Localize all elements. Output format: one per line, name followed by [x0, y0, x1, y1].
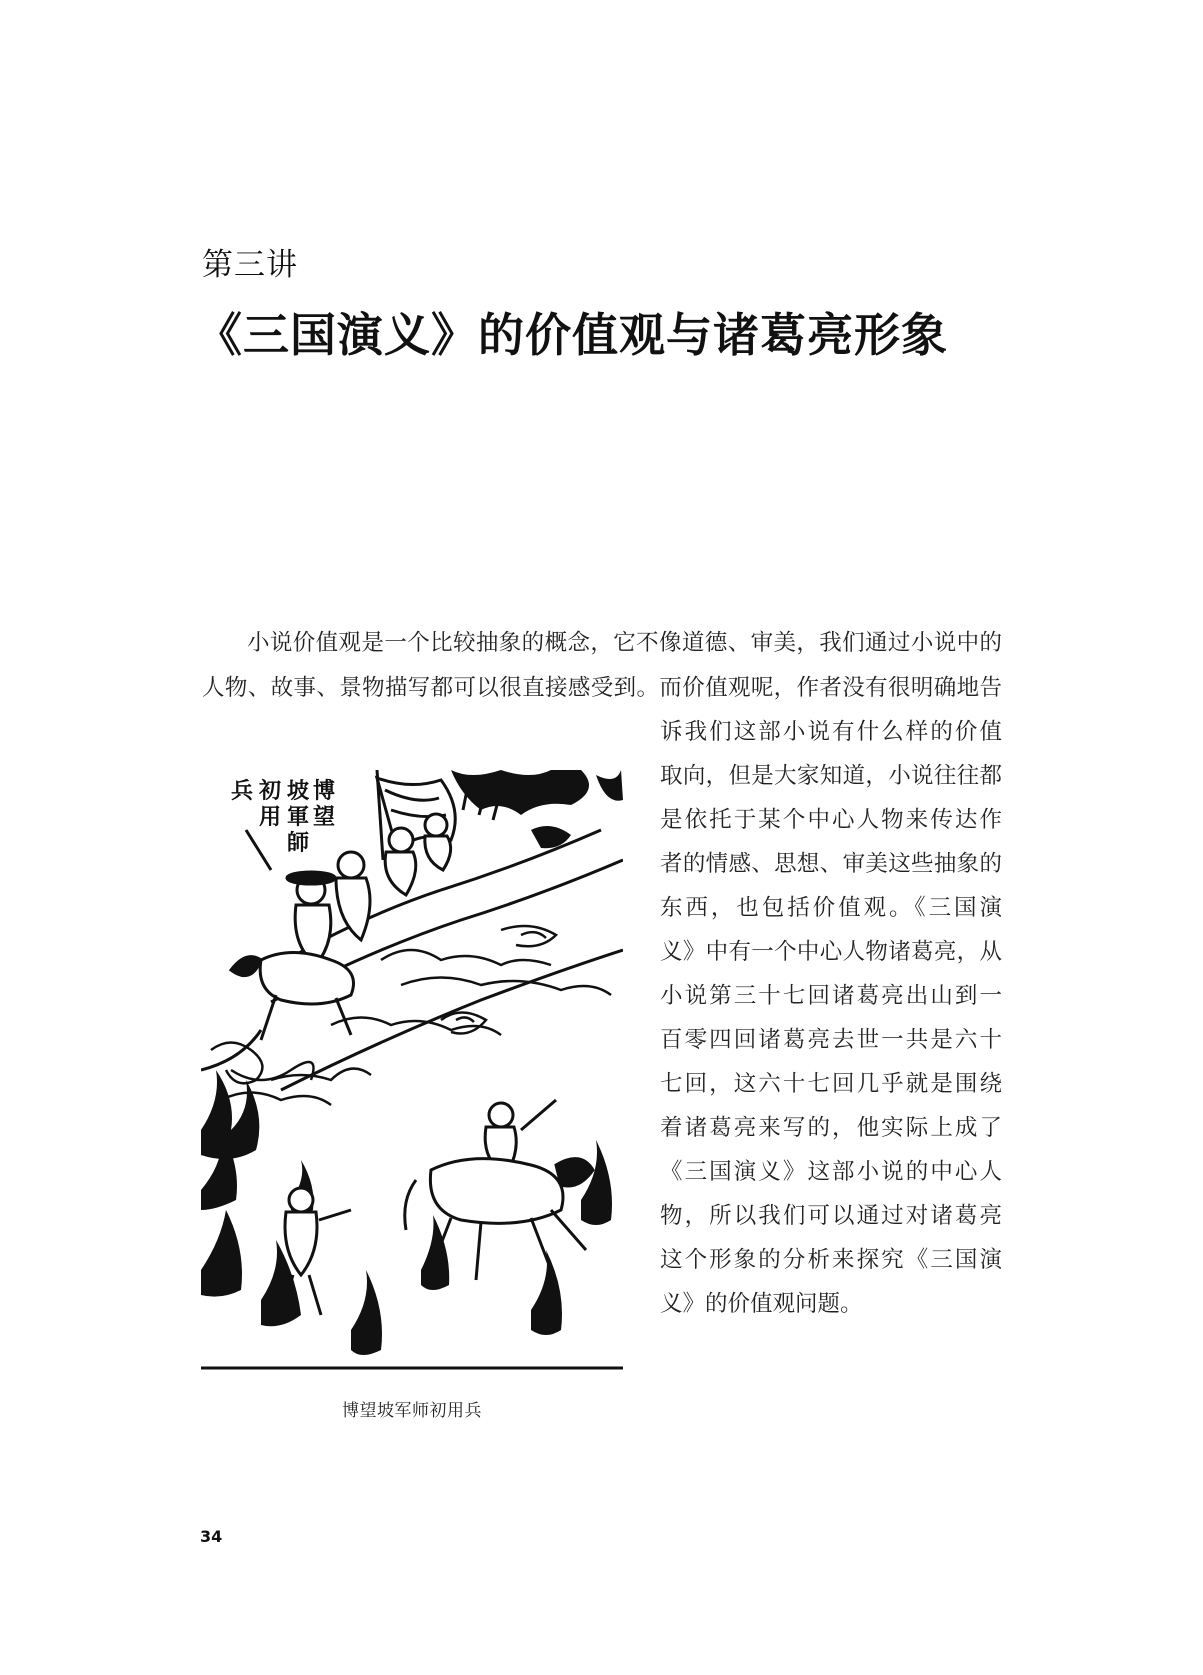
inscription-char: 兵	[231, 778, 254, 804]
paragraph-line: 小说价值观是一个比较抽象的概念，它不像道德、审美，我们通过小说中的	[247, 630, 1002, 656]
paragraph-line: 诉我们这部小说有什么样的价值	[660, 719, 1002, 745]
inscription-char: 坡	[287, 778, 310, 804]
smoke-clouds	[211, 926, 611, 1105]
paragraph-line: 取向，但是大家知道，小说往往都	[660, 763, 1002, 789]
paragraph-line: 百零四回诸葛亮去世一共是六十	[660, 1027, 1002, 1053]
paragraph-line: 义》的价值观问题。	[660, 1291, 863, 1317]
figure-caption: 博望坡军师初用兵	[342, 1401, 482, 1421]
lecture-label: 第三讲	[202, 247, 298, 283]
paragraph-line: 东西，也包括价值观。《三国演	[660, 895, 1002, 921]
woodcut-illustration	[201, 770, 623, 1372]
inscription-char: 博	[313, 778, 336, 804]
paragraph-line: 义》中有一个中心人物诸葛亮，从	[660, 939, 1002, 965]
page-number: 34	[200, 1527, 223, 1546]
paragraph-line: 七回，这六十七回几乎就是围绕	[660, 1071, 1002, 1097]
paragraph-line: 者的情感、思想、审美这些抽象的	[660, 851, 1002, 877]
paragraph-line: 是依托于某个中心人物来传达作	[660, 807, 1002, 833]
paragraph-line: 人物、故事、景物描写都可以很直接感受到。而价值观呢，作者没有很明确地告	[202, 675, 1002, 701]
chapter-title: 《三国演义》的价值观与诸葛亮形象	[196, 308, 948, 362]
inscription-char: 師	[287, 830, 310, 856]
inscription-char: 望	[313, 804, 336, 830]
paragraph-line: 着诸葛亮来写的，他实际上成了	[660, 1115, 1002, 1141]
tree-foliage	[451, 770, 623, 848]
inscription-char: 用	[259, 804, 282, 830]
paragraph-line: 《三国演义》这部小说的中心人	[660, 1159, 1002, 1185]
paragraph-line: 小说第三十七回诸葛亮出山到一	[660, 983, 1002, 1009]
paragraph-line: 物，所以我们可以通过对诸葛亮	[660, 1203, 1002, 1229]
inscription-char: 軍	[287, 804, 310, 830]
inscription-char: 初	[259, 778, 282, 804]
paragraph-line: 这个形象的分析来探究《三国演	[660, 1247, 1002, 1273]
woodcut-battle-scene	[201, 770, 623, 1372]
cavalry-group-upper	[231, 814, 451, 1040]
inscription-calligraphy	[231, 778, 335, 856]
